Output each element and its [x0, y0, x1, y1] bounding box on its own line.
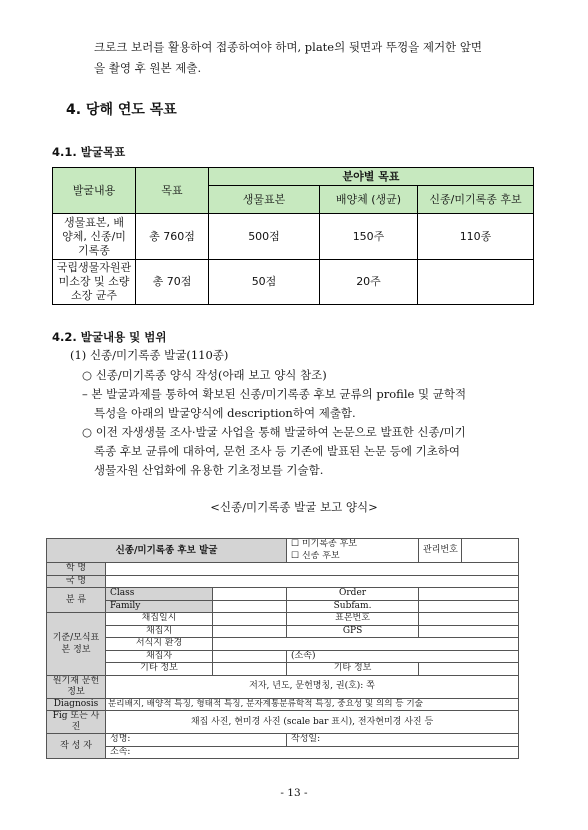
goal-row-target: 총 760점	[136, 214, 209, 260]
checkbox-unrecorded[interactable]: ☐ 미기록종 후보	[287, 539, 419, 551]
author-date-label[interactable]: 작성일:	[287, 734, 519, 747]
goal-table	[52, 167, 534, 305]
dash-1-line-2: 특성을 아래의 발굴양식에 description하여 제출함.	[94, 406, 356, 420]
diagnosis-value[interactable]: 분리배지, 배양적 특징, 형태적 특징, 분자계통분류학적 특징, 중요성 및 의의 등 기술	[106, 698, 519, 711]
goal-header-culture: 배양체 (생균)	[320, 186, 418, 214]
goal-row-specimen: 500점	[209, 214, 320, 260]
intro-line-2: 을 촬영 후 원본 제출.	[94, 61, 202, 75]
goal-row-type: 국립생물자원관 미소장 및 소량소장 균주	[53, 260, 136, 305]
site-label: 채집지	[106, 625, 213, 638]
other-info-label: 기타 정보	[106, 663, 213, 676]
section-4-2-title: 4.2. 발굴내용 및 범위	[52, 330, 167, 344]
page-number: - 13 -	[280, 787, 308, 799]
habitat-value[interactable]	[213, 638, 519, 651]
goal-row-type: 생물표본, 배양체, 신종/미기록종	[53, 214, 136, 260]
bullet-2-line-1: ○ 이전 자생생물 조사·발굴 사업을 통해 발굴하여 논문으로 발표한 신종/미기	[82, 425, 466, 439]
order-label: Order	[287, 588, 419, 601]
form-caption: <신종/미기록종 발굴 보고 양식>	[210, 500, 378, 514]
author-label: 작 성 자	[47, 734, 106, 759]
dash-1-line-1: – 본 발굴과제를 통하여 확보된 신종/미기록종 후보 균류의 profile 및 균학적	[82, 387, 467, 401]
goal-row-culture: 150주	[320, 214, 418, 260]
scientific-name-label: 학 명	[47, 563, 106, 576]
other-info-value[interactable]	[213, 663, 287, 676]
goal-header-by-field: 분야별 목표	[209, 168, 534, 186]
subfamily-label: Subfam.	[287, 600, 419, 613]
other-info-label-2: 기타 정보	[287, 663, 419, 676]
mgmt-no-label: 관리번호	[419, 539, 462, 563]
habitat-label: 서식지 환경	[106, 638, 213, 651]
site-value[interactable]	[213, 625, 287, 638]
family-value[interactable]	[213, 600, 287, 613]
original-ref-value[interactable]: 저자, 년도, 문헌명칭, 권(호): 쪽	[106, 675, 519, 698]
section-4-1-title: 4.1. 발굴목표	[52, 145, 126, 159]
collector-value[interactable]	[213, 650, 287, 663]
korean-name-value[interactable]	[106, 575, 519, 588]
affiliation-label: (소속)	[287, 650, 519, 663]
goal-row-new-species	[418, 260, 534, 305]
goal-row	[53, 214, 534, 260]
form-title: 신종/미기록종 후보 발굴	[47, 539, 287, 563]
std-specimen-label: 기준/모식표본 정보	[47, 613, 106, 676]
goal-row-culture: 20주	[320, 260, 418, 305]
other-info-value-2[interactable]	[419, 663, 519, 676]
class-value[interactable]	[213, 588, 287, 601]
korean-name-label: 국 명	[47, 575, 106, 588]
collector-label: 채집자	[106, 650, 213, 663]
specimen-no-label: 표본번호	[287, 613, 419, 626]
original-ref-label: 원기재 문헌정보	[47, 675, 106, 698]
section-4-title: 4. 당해 연도 목표	[66, 102, 177, 118]
scientific-name-value[interactable]	[106, 563, 519, 576]
mgmt-no-value[interactable]	[462, 539, 519, 563]
specimen-no-value[interactable]	[419, 613, 519, 626]
goal-row	[53, 260, 534, 305]
author-name-label[interactable]: 성명:	[106, 734, 287, 747]
gps-label: GPS	[287, 625, 419, 638]
author-affiliation-label[interactable]: 소속:	[106, 746, 519, 759]
family-label: Family	[106, 600, 213, 613]
bullet-1: ○ 신종/미기록종 양식 작성(아래 보고 양식 참조)	[82, 368, 327, 382]
goal-header-target: 목표	[136, 168, 209, 214]
goal-header-type: 발굴내용	[53, 168, 136, 214]
fig-value[interactable]: 채집 사진, 현미경 사진 (scale bar 표시), 전자현미경 사진 등	[106, 711, 519, 734]
report-form	[46, 538, 519, 759]
goal-row-new-species: 110종	[418, 214, 534, 260]
fig-label: Fig 또는 사진	[47, 711, 106, 734]
bullet-2-line-3: 생물자원 산업화에 유용한 기초정보를 기술함.	[94, 463, 324, 477]
class-label: Class	[106, 588, 213, 601]
goal-header-new-species: 신종/미기록종 후보	[418, 186, 534, 214]
checkbox-new[interactable]: ☐ 신종 후보	[287, 551, 419, 563]
subfamily-value[interactable]	[419, 600, 519, 613]
bullet-2-line-2: 록종 후보 균류에 대하여, 문헌 조사 등 기존에 발표된 논문 등에 기초하여	[94, 444, 461, 458]
diagnosis-label: Diagnosis	[47, 698, 106, 711]
gps-value[interactable]	[419, 625, 519, 638]
classification-label: 분 류	[47, 588, 106, 613]
goal-row-target: 총 70점	[136, 260, 209, 305]
item-1: (1) 신종/미기록종 발굴(110종)	[70, 348, 229, 362]
date-label: 채집일시	[106, 613, 213, 626]
date-value[interactable]	[213, 613, 287, 626]
intro-line-1: 크로크 보러를 활용하여 접종하여야 하며, plate의 뒷면과 뚜껑을 제거한 앞면	[94, 40, 483, 54]
order-value[interactable]	[419, 588, 519, 601]
goal-header-specimen: 생물표본	[209, 186, 320, 214]
goal-row-specimen: 50점	[209, 260, 320, 305]
